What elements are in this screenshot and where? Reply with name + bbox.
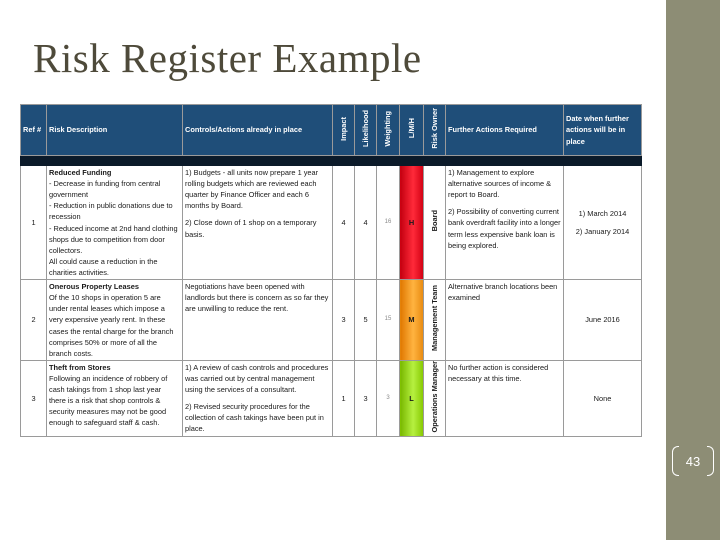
header-further-actions: Further Actions Required bbox=[446, 105, 564, 156]
cell-further-actions bbox=[446, 360, 564, 436]
further-action-item: Alternative branch locations been examined bbox=[448, 282, 558, 303]
cell-rating: H bbox=[400, 166, 424, 280]
cell-impact: 3 bbox=[333, 280, 355, 361]
header-ref: Ref # bbox=[21, 105, 47, 156]
description-line: - Reduced income at 2nd hand clothing shops due to competition from door collectors. bbox=[49, 223, 178, 255]
cell-further-actions bbox=[446, 280, 564, 361]
further-action-item: 1) Management to explore alternative sources of income & report to Board. bbox=[448, 168, 552, 200]
table-row bbox=[21, 360, 642, 436]
cell-impact: 1 bbox=[333, 360, 355, 436]
cell-owner: Operations Manager bbox=[424, 360, 446, 436]
cell-likelihood: 3 bbox=[355, 360, 377, 436]
cell-controls bbox=[183, 166, 333, 280]
header-lmh: L/M/H bbox=[400, 105, 424, 156]
risk-register-table bbox=[20, 104, 642, 437]
cell-weighting: 16 bbox=[377, 166, 400, 280]
date-item: 1) March 2014 bbox=[578, 209, 627, 219]
cell-ref: 2 bbox=[21, 280, 47, 361]
cell-owner: Board bbox=[424, 166, 446, 280]
header-owner: Risk Owner bbox=[424, 105, 446, 156]
date-item: 2) January 2014 bbox=[575, 226, 630, 236]
risk-title: Onerous Property Leases bbox=[49, 282, 139, 292]
cell-date bbox=[564, 280, 642, 361]
control-item: 2) Close down of 1 shop on a temporary basis. bbox=[185, 218, 317, 239]
cell-owner: Management Team bbox=[424, 280, 446, 361]
cell-description bbox=[47, 360, 183, 436]
cell-controls bbox=[183, 360, 333, 436]
description-line: - Reduction in public donations due to recession bbox=[49, 201, 173, 222]
page-number: 43 bbox=[685, 453, 701, 469]
header-weighting: Weighting bbox=[377, 105, 400, 156]
header-date: Date when further actions will be in place bbox=[564, 105, 642, 156]
slide-title: Risk Register Example bbox=[33, 35, 422, 81]
description-line: All could cause a reduction in the charities activities. bbox=[49, 256, 158, 277]
page-number-badge bbox=[670, 446, 716, 476]
cell-likelihood: 5 bbox=[355, 280, 377, 361]
cell-rating: L bbox=[400, 360, 424, 436]
control-item: 1) Budgets - all units now prepare 1 year rolling budgets which are reviewed each quarter by Finance Officer and each 6 months by Board. bbox=[185, 168, 319, 211]
header-description: Risk Description bbox=[47, 105, 183, 156]
description-line: Of the 10 shops in operation 5 are under rental leases which impose a very expensive yearly rent. In these cases the rental charge for the branch comprises 50% or more of all the branch costs. bbox=[49, 293, 174, 358]
description-line: - Decrease in funding from central government bbox=[49, 179, 161, 200]
risk-title: Theft from Stores bbox=[49, 362, 111, 372]
cell-rating: M bbox=[400, 280, 424, 361]
right-bracket-icon bbox=[707, 446, 714, 476]
cell-description bbox=[47, 166, 183, 280]
table-header-row bbox=[21, 105, 642, 156]
table-row bbox=[21, 280, 642, 361]
control-item: 1) A review of cash controls and procedures was carried out by central management using the services of a consultant. bbox=[185, 362, 329, 395]
risk-title: Reduced Funding bbox=[49, 168, 112, 177]
control-item: 2) Revised security procedures for the collection of cash takings have been put in place. bbox=[185, 402, 324, 434]
cell-weighting: 15 bbox=[377, 280, 400, 361]
further-action-item: 2) Possibility of converting current bank overdraft facility into a longer term less expensive bank loan is being explored. bbox=[448, 207, 561, 250]
cell-further-actions bbox=[446, 166, 564, 280]
cell-date bbox=[564, 166, 642, 280]
cell-ref: 3 bbox=[21, 360, 47, 436]
table-row bbox=[21, 166, 642, 280]
header-likelihood: Likelihood bbox=[355, 105, 377, 156]
date-item: None bbox=[593, 393, 612, 403]
date-item: June 2016 bbox=[585, 315, 620, 325]
header-controls: Controls/Actions already in place bbox=[183, 105, 333, 156]
cell-likelihood: 4 bbox=[355, 166, 377, 280]
cell-description bbox=[47, 280, 183, 361]
control-item: Negotiations have been opened with landlords but there is concern as so far they are unwilling to reduce the rent. bbox=[185, 282, 329, 314]
further-action-item: No further action is considered necessary at this time. bbox=[448, 362, 549, 383]
left-bracket-icon bbox=[672, 446, 679, 476]
cell-controls bbox=[183, 280, 333, 361]
cell-date bbox=[564, 360, 642, 436]
cell-impact: 4 bbox=[333, 166, 355, 280]
header-impact: Impact bbox=[333, 105, 355, 156]
description-line: Following an incidence of robbery of cash takings from 1 shop last year there is a risk that shop controls & security measures may not be good enough to safeguard staff & cash. bbox=[49, 373, 168, 428]
cell-weighting: 3 bbox=[377, 360, 400, 436]
cell-ref: 1 bbox=[21, 166, 47, 280]
header-divider-bar bbox=[21, 156, 642, 166]
